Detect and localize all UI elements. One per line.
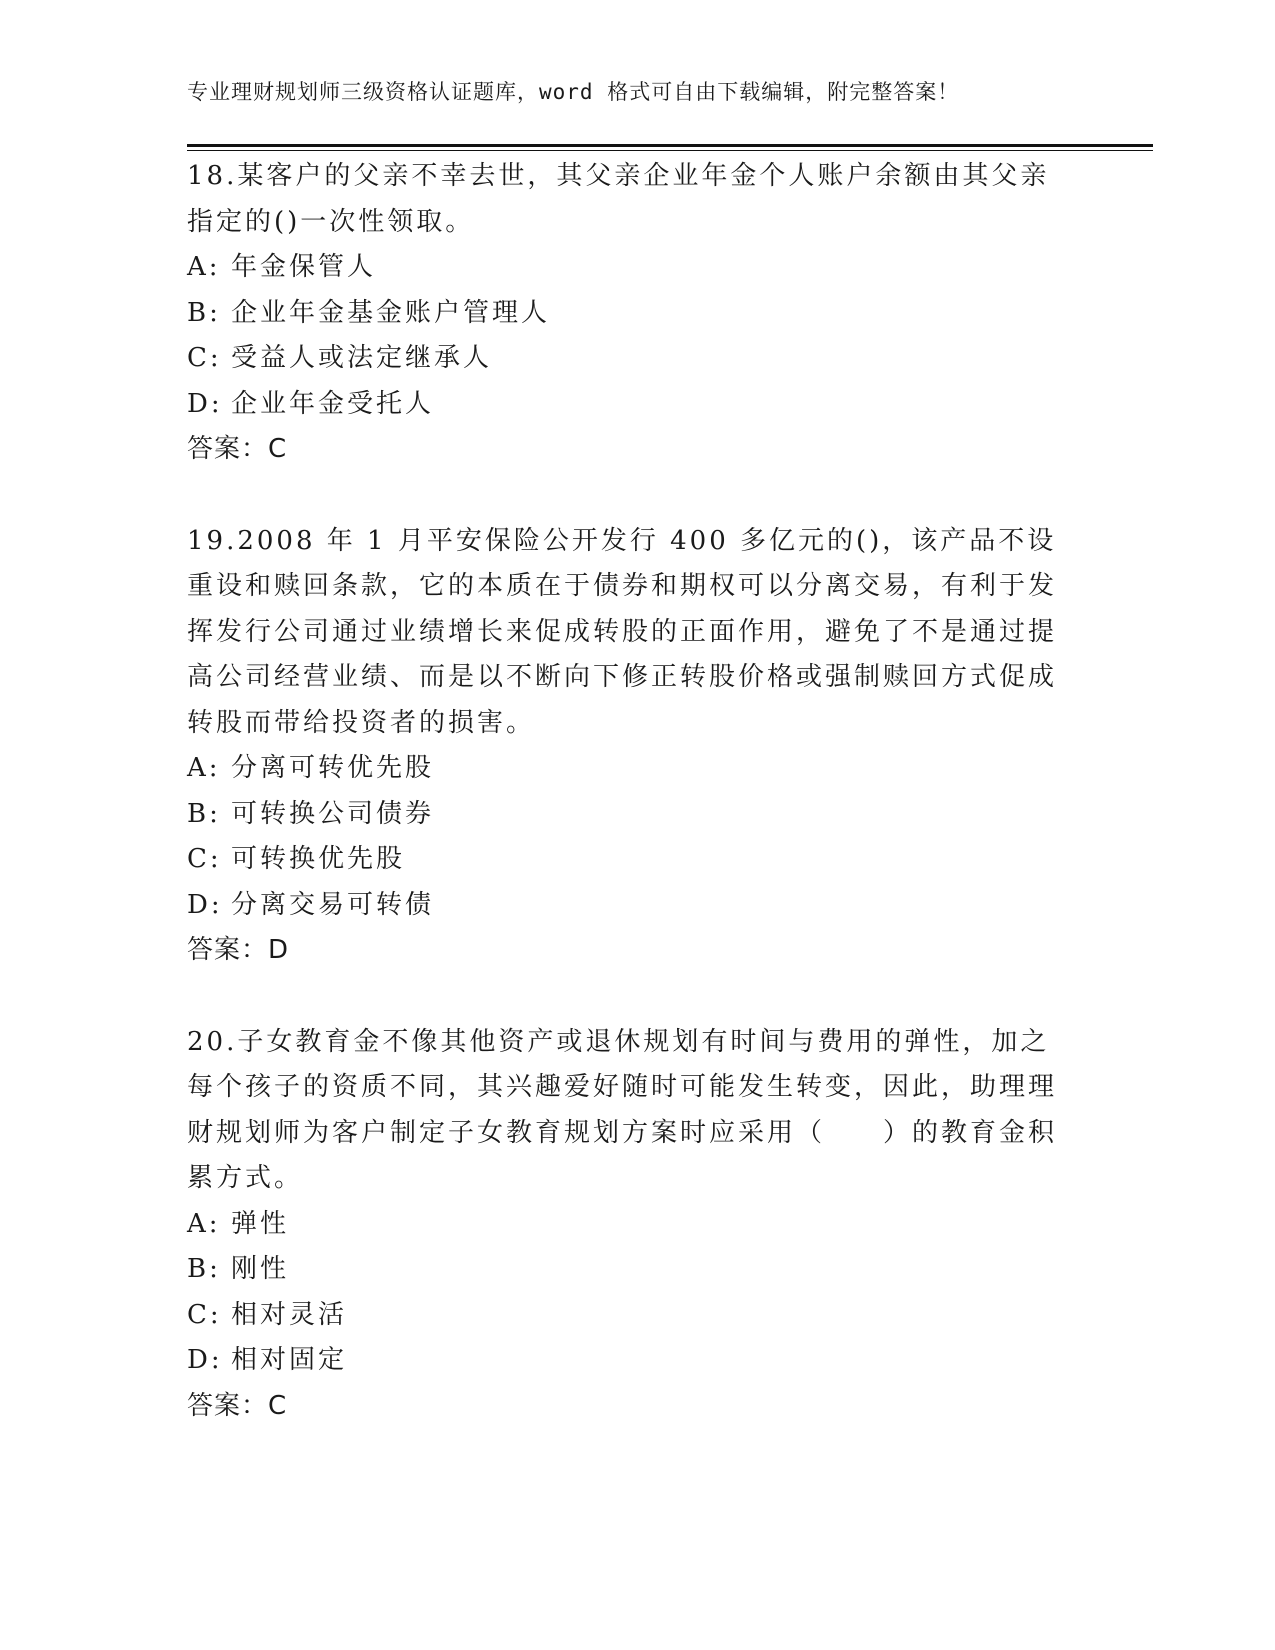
option-text: 企业年金基金账户管理人 <box>231 297 551 328</box>
option-b <box>187 1247 1077 1293</box>
answer: 答案：C <box>187 1390 288 1421</box>
question-18 <box>187 154 1077 473</box>
option-letter: A: <box>187 753 221 783</box>
option-text: 可转换公司债券 <box>231 798 435 829</box>
option-letter: C: <box>187 844 222 874</box>
option-letter: C: <box>187 1299 222 1330</box>
option-b <box>187 792 1077 838</box>
option-text: 相对固定 <box>231 1345 348 1375</box>
question-text: 19.2008 年 1 月平安保险公开发行 400 多亿元的()，该产品不设重设和赎回条款，它的本质在于债券和期权可以分离交易，有利于发挥发行公司通过业绩增长来促成转股的正面作用，避免了不是通过提高公司经营业绩、而是以不断向下修正转股价格或强制赎回方式促成转股而带给投资者的损害。 <box>187 525 1058 738</box>
option-c <box>187 336 1077 382</box>
question-text: 20.子女教育金不像其他资产或退休规划有时间与费用的弹性，加之每个孩子的资质不同，其兴趣爱好随时可能发生转变，因此，助理理财规划师为客户制定子女教育规划方案时应采用（ ）的教育金积累方式。 <box>187 1026 1058 1193</box>
option-c <box>187 1293 1077 1339</box>
option-d <box>187 883 1077 929</box>
option-text: 可转换优先股 <box>231 844 406 874</box>
option-a <box>187 1202 1077 1248</box>
option-letter: D: <box>187 388 223 419</box>
option-letter: A: <box>187 1208 221 1239</box>
option-d <box>187 382 1077 428</box>
option-text: 弹性 <box>231 1208 290 1239</box>
header-rule-thin <box>187 150 1153 151</box>
option-a <box>187 746 1077 792</box>
answer: 答案：D <box>187 935 290 965</box>
option-letter: B: <box>187 297 221 328</box>
question-19 <box>187 519 1077 974</box>
option-c <box>187 837 1077 883</box>
option-letter: A: <box>187 252 221 282</box>
option-text: 刚性 <box>231 1254 290 1284</box>
option-letter: D: <box>187 889 223 920</box>
question-list <box>187 154 1077 1429</box>
option-text: 相对灵活 <box>231 1299 348 1330</box>
question-20 <box>187 1020 1077 1430</box>
option-text: 企业年金受托人 <box>231 388 435 419</box>
option-d <box>187 1338 1077 1384</box>
option-letter: D: <box>187 1345 223 1375</box>
option-a <box>187 245 1077 291</box>
answer: 答案：C <box>187 434 288 464</box>
option-b <box>187 291 1077 337</box>
option-text: 受益人或法定继承人 <box>231 343 493 373</box>
option-text: 分离可转优先股 <box>231 753 435 783</box>
option-text: 分离交易可转债 <box>231 889 435 920</box>
option-letter: C: <box>187 343 222 373</box>
header-rule-thick <box>187 144 1153 147</box>
page-header: 专业理财规划师三级资格认证题库，word 格式可自由下载编辑，附完整答案！ <box>187 80 960 104</box>
question-spacer <box>187 974 1077 1020</box>
option-letter: B: <box>187 1254 221 1284</box>
option-text: 年金保管人 <box>231 252 377 282</box>
option-letter: B: <box>187 798 221 829</box>
question-spacer <box>187 473 1077 519</box>
question-text: 18.某客户的父亲不幸去世，其父亲企业年金个人账户余额由其父亲指定的()一次性领取。 <box>187 161 1050 237</box>
